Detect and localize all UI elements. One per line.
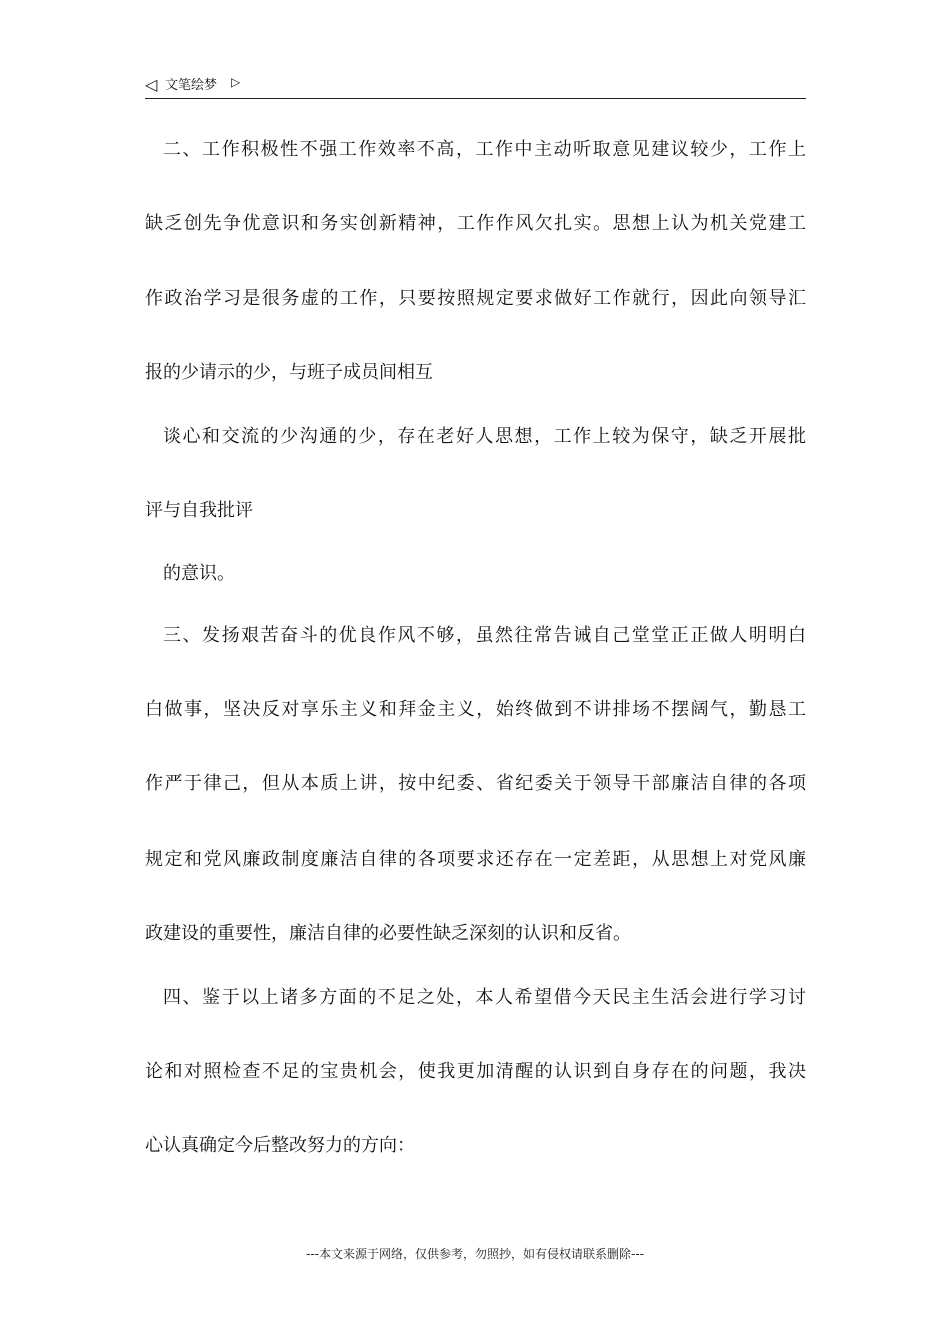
text-line: 政建设的重要性，廉洁自律的必要性缺乏深刻的认识和反省。 [145,923,631,944]
text-line: 四、鉴于以上诸多方面的不足之处，本人希望借今天民主生活会进行学习讨 [163,987,806,1008]
text-line: 作政治学习是很务虚的工作，只要按照规定要求做好工作就行，因此向领导汇 [145,288,806,309]
right-triangle-icon: ▷ [231,75,241,89]
text-line: 缺乏创先争优意识和务实创新精神，工作作风欠扎实。思想上认为机关党建工 [145,213,806,234]
text-line: 作严于律己，但从本质上讲，按中纪委、省纪委关于领导干部廉洁自律的各项 [145,773,806,794]
text-line: 评与自我批评 [145,500,253,521]
header-title: 文笔绘梦 [165,78,218,93]
page-footer: ---本文来源于网络，仅供参考，勿照抄，如有侵权请联系删除--- [306,1247,644,1261]
text-line: 谈心和交流的少沟通的少，存在老好人思想，工作上较为保守，缺乏开展批 [163,426,806,447]
text-line: 报的少请示的少，与班子成员间相互 [145,362,433,383]
text-line: 心认真确定今后整改努力的方向： [145,1135,415,1156]
text-line: 白做事，坚决反对享乐主义和拜金主义，始终做到不讲排场不摆阔气，勤恳工 [145,699,806,720]
left-triangle-icon: ◁ [145,75,158,94]
text-line: 规定和党风廉政制度廉洁自律的各项要求还存在一定差距，从思想上对党风廉 [145,849,806,870]
text-line: 三、发扬艰苦奋斗的优良作风不够，虽然往常告诫自己堂堂正正做人明明白 [163,625,806,646]
text-line: 二、工作积极性不强工作效率不高，工作中主动听取意见建议较少，工作上 [163,139,806,160]
text-line: 的意识。 [163,563,235,584]
page-header [145,74,806,99]
text-line: 论和对照检查不足的宝贵机会，使我更加清醒的认识到自身存在的问题，我决 [145,1061,806,1082]
